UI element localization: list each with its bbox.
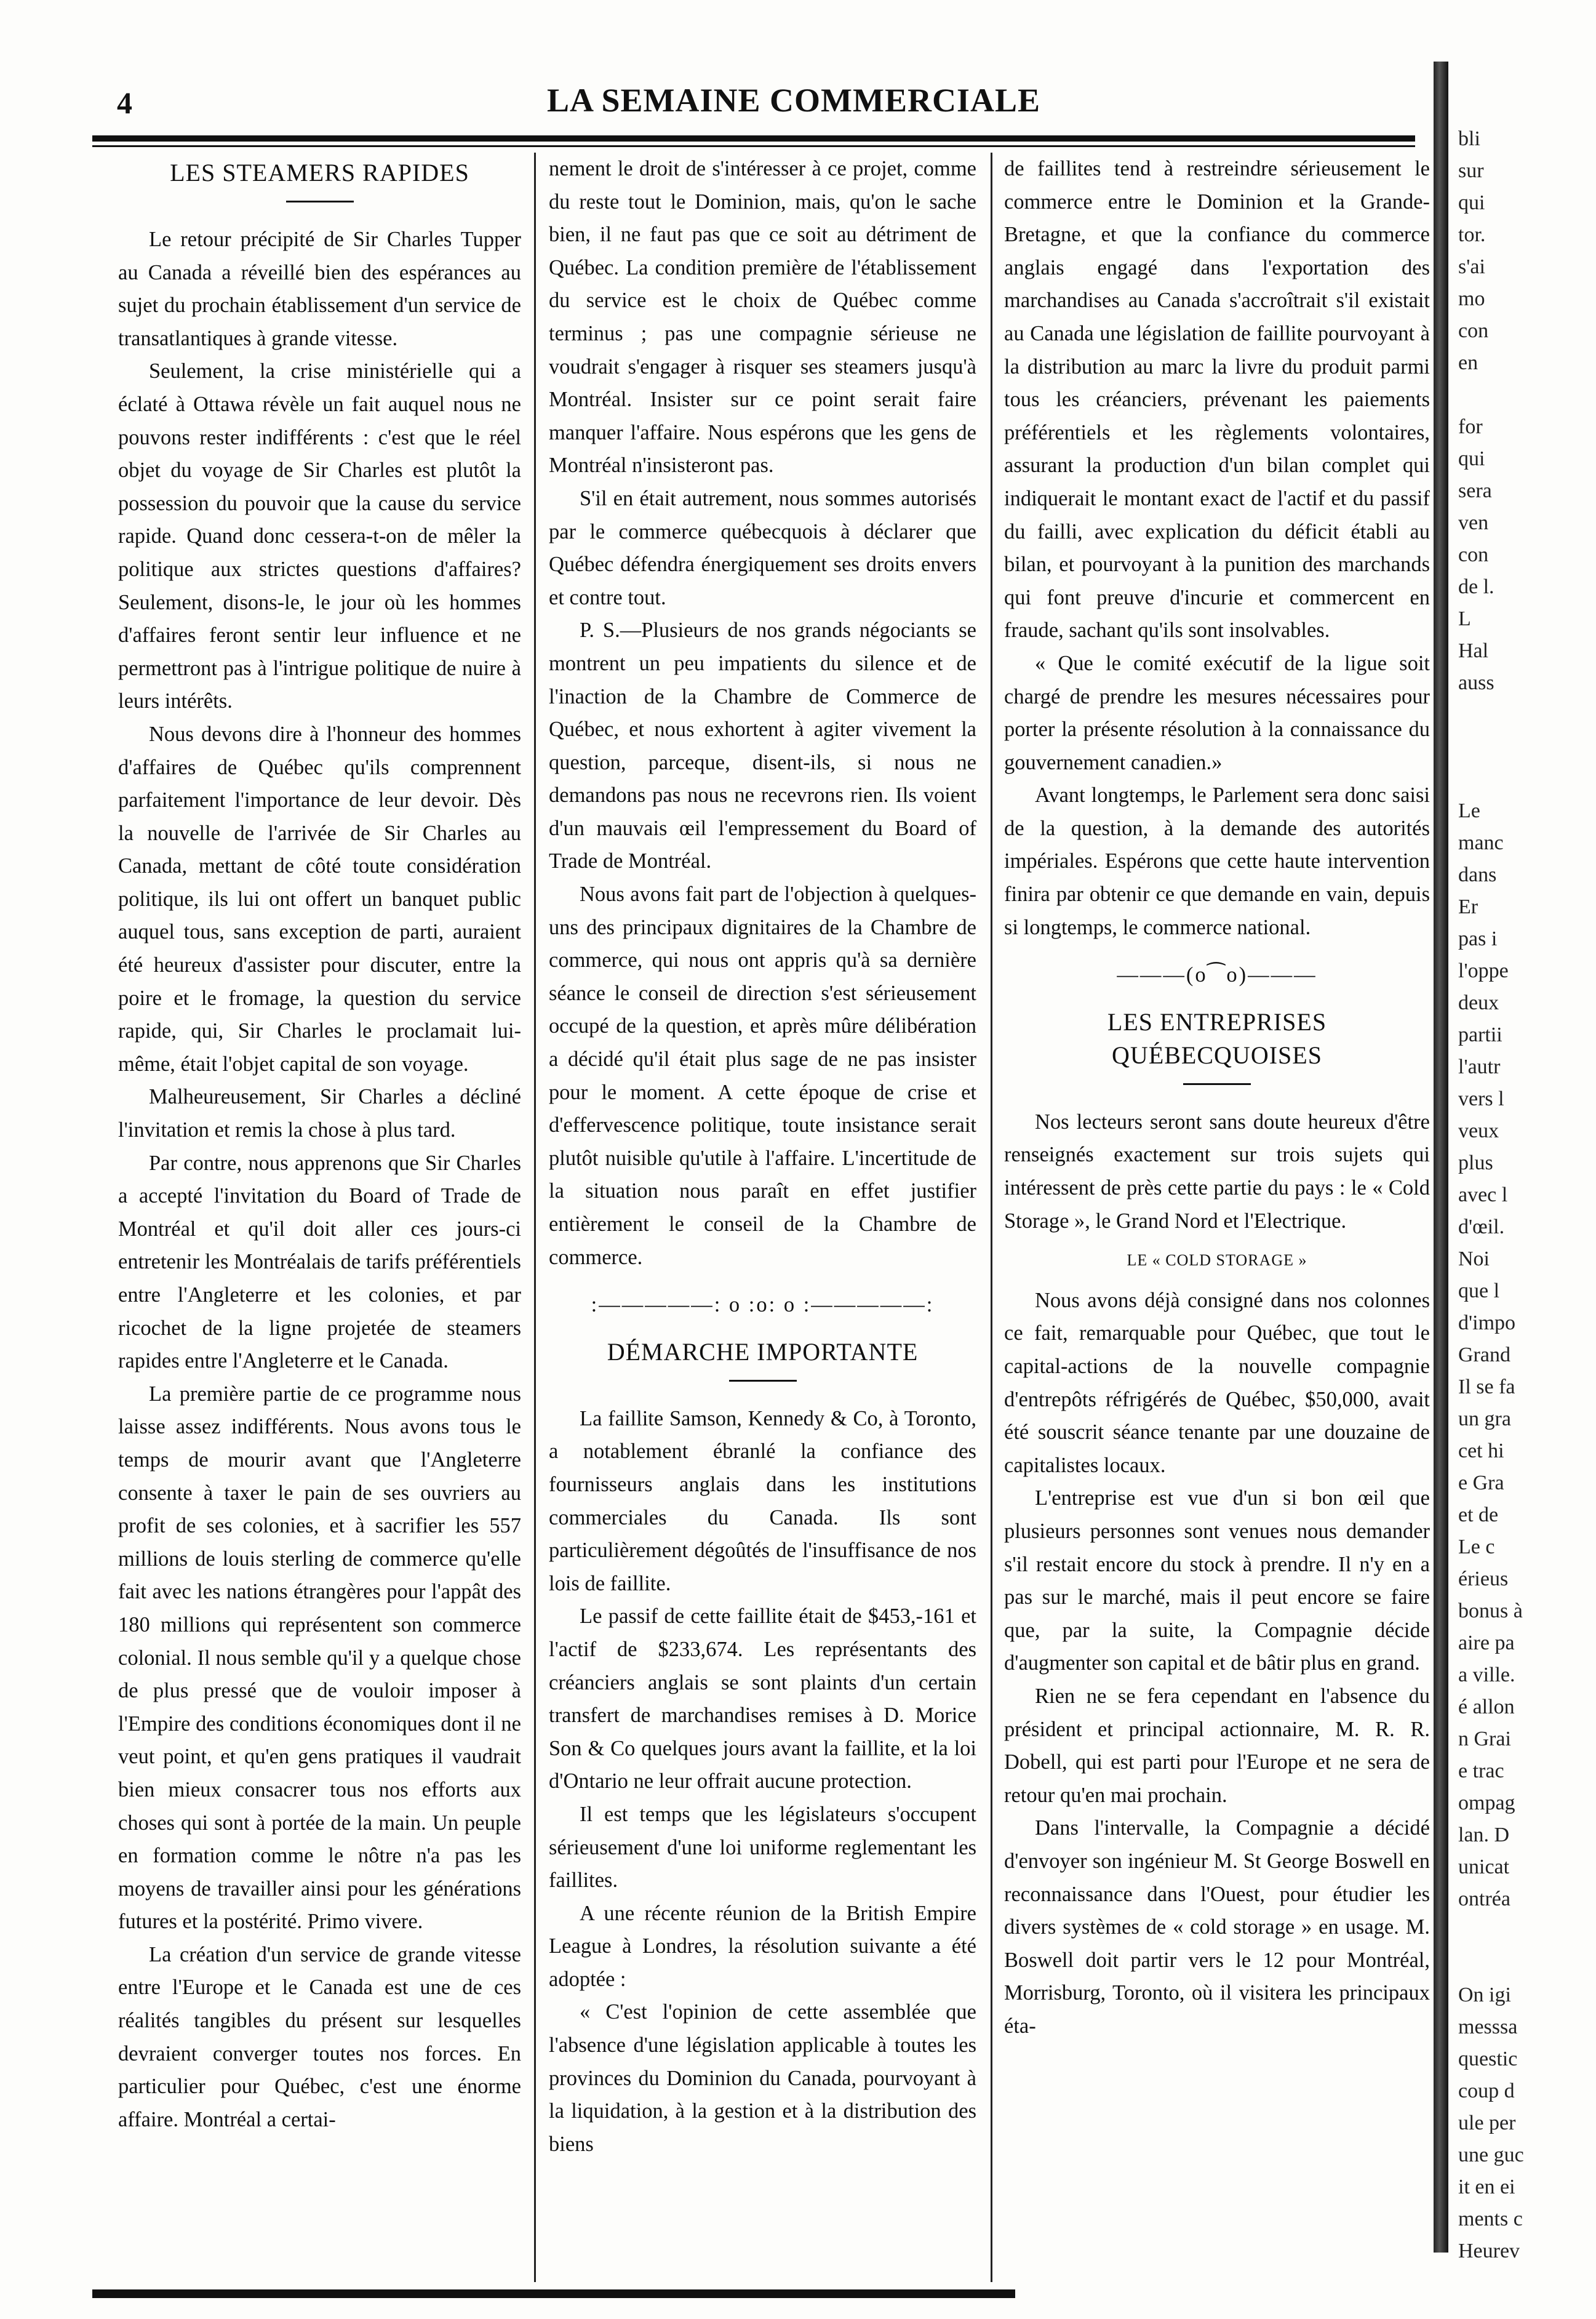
neighbor-fragment-line: sur <box>1458 159 1484 182</box>
neighbor-fragment-line: qui <box>1458 447 1485 470</box>
neighbor-fragment-line: Er <box>1458 895 1478 918</box>
neighbor-fragment-line: Il se fa <box>1458 1376 1515 1398</box>
paragraph: Nous avons fait part de l'objection à quelques-uns des principaux dignitaires de la Chambre de commerce, qui nous ont appris qu'à sa dernière séance le conseil de direction s'est sérieusement occupé de la question, et après mûre délibération a décidé qu'il était plus sage de ne pas insister pour le moment. A cette époque de crise et d'effervescence politique, toute insistance serait plutôt nuisible qu'utile à l'affaire. L'incertitude de la situation nous paraît en effet justifier entièrement le conseil de la Chambre de commerce. <box>549 883 976 1269</box>
paragraph: Nous devons dire à l'honneur des hommes d'affaires de Québec qu'ils comprennent parfaitement l'importance de leur devoir. Dès la nouvelle de l'arrivée de Sir Charles au Canada, mettant de côté toute considération politique, ils lui ont offert un banquet public auquel tous, sans exception de parti, auraient été heureux d'assister pour discuter, entre la poire et le fromage, la question du service rapide, qui, Sir Charles le proclamait lui-même, était l'objet capital de son voyage. <box>118 722 521 1076</box>
column-3 <box>1004 153 1430 2282</box>
neighbor-fragment-line: cet hi <box>1458 1440 1504 1462</box>
neighbor-fragment-line: d'impo <box>1458 1312 1516 1334</box>
neighbor-fragment-line: é allon <box>1458 1696 1515 1718</box>
neighbor-fragment-line: On igi <box>1458 1984 1511 2006</box>
neighbor-fragment-line: ments c <box>1458 2208 1523 2230</box>
paragraph: « Que le comité exécutif de la ligue soit chargé de prendre les mesures nécessaires pour porter la présente résolution à la connaissance du gouvernement canadien.» <box>1004 651 1430 774</box>
neighbor-fragment-line <box>1458 731 1596 763</box>
neighbor-fragment-line: pas i <box>1458 927 1498 950</box>
neighbor-fragment-line: mo <box>1458 287 1485 310</box>
neighbor-fragment-line: vers l <box>1458 1087 1504 1110</box>
neighbor-page-fragment <box>1458 123 1596 2262</box>
neighbor-fragment-line: Noi <box>1458 1248 1490 1270</box>
paragraph: S'il en était autrement, nous sommes autorisés par le commerce québecquois à déclarer que Québec défendra énergiquement ses droits envers et contre tout. <box>549 486 976 609</box>
neighbor-fragment-line: unicat <box>1458 1856 1510 1878</box>
neighbor-fragment-line: l'autr <box>1458 1055 1501 1078</box>
neighbor-fragment-line <box>1458 1915 1596 1947</box>
neighbor-fragment-line: que l <box>1458 1280 1500 1302</box>
neighbor-fragment-line: manc <box>1458 831 1504 854</box>
neighbor-fragment-line <box>1458 699 1596 731</box>
paragraph: L'entreprise est vue d'un si bon œil que plusieurs personnes sont venues nous demander s'il restait encore du stock à prendre. Il n'y en a pas sur le marché, mais il peut encore se faire que, par la suite, la Compagnie décide d'augmenter son capital et de bâtir plus en grand. <box>1004 1486 1430 1675</box>
neighbor-fragment-line <box>1458 1947 1596 1979</box>
column-1 <box>118 153 521 2282</box>
neighbor-fragment-line: et de <box>1458 1504 1499 1526</box>
neighbor-fragment-line: e Gra <box>1458 1472 1504 1494</box>
neighbor-fragment-line: Le c <box>1458 1536 1495 1558</box>
article-title: LES ENTREPRISES QUÉBECQUOISES <box>1107 1007 1327 1069</box>
paragraph: nement le droit de s'intéresser à ce projet, comme du reste tout le Dominion, mais, qu'on le sache bien, il ne faut pas que ce soit au détriment de Québec. La condition première de l'établissement du service est le choix de Québec comme terminus ; pas une compagnie sérieuse ne voudrait s'engager à risquer ses steamers jusqu'à Montréal. Insister sur ce point serait faire manquer l'affaire. Nous espérons que les gens de Montréal n'insisteront pas. <box>549 157 976 478</box>
neighbor-fragment-line: érieus <box>1458 1568 1509 1590</box>
column-rule <box>991 153 992 2282</box>
title-dash <box>729 1380 797 1382</box>
paragraph: Malheureusement, Sir Charles a décliné l'invitation et remis la chose à plus tard. <box>118 1085 521 1142</box>
paragraph: Le passif de cette faillite était de $453,-161 et l'actif de $233,674. Les représentants des créanciers anglais se sont plaints d'un certain transfert de marchandises remises à D. Morice Son & Co quelques jours avant la faillite, et la loi d'Ontario ne leur offrait aucune protection. <box>549 1604 976 1793</box>
neighbor-fragment-line: ontréa <box>1458 1888 1510 1910</box>
neighbor-fragment-line: tor. <box>1458 223 1486 246</box>
neighbor-fragment-line <box>1458 379 1596 411</box>
neighbor-fragment-line: une guc <box>1458 2144 1524 2166</box>
neighbor-fragment-line: lan. D <box>1458 1824 1510 1846</box>
neighbor-fragment-line: avec l <box>1458 1184 1508 1206</box>
paragraph: Seulement, la crise ministérielle qui a éclaté à Ottawa révèle un fait auquel nous ne pouvons rester indifférents : c'est que le réel objet du voyage de Sir Charles est plutôt la possession du pouvoir que la cause du service rapide. Quand donc cessera-t-on de mêler la politique aux strictes questions d'affaires? Seulement, disons-le, le jour où les hommes d'affaires feront sentir leur influence et ne permettront pas à l'intrigue politique de nuire à leurs intérêts. <box>118 359 521 713</box>
neighbor-fragment-line: n Grai <box>1458 1728 1511 1750</box>
neighbor-fragment-line: veux <box>1458 1119 1499 1142</box>
paragraph: Nous avons déjà consigné dans nos colonnes ce fait, remarquable pour Québec, que tout le capital-actions de la nouvelle compagnie d'entrepôts réfrigérés de Québec, $50,000, avait été souscrit séance tenante par une douzaine de capitalistes locaux. <box>1004 1288 1430 1477</box>
neighbor-fragment-line: Hal <box>1458 639 1489 662</box>
neighbor-fragment-line: ompag <box>1458 1792 1515 1814</box>
masthead: LA SEMAINE COMMERCIALE <box>546 82 1041 119</box>
paragraph: A une récente réunion de la British Empire League à Londres, la résolution suivante a été adoptée : <box>549 1901 976 1991</box>
header-rule-thin <box>92 145 1415 147</box>
neighbor-fragment-line: con <box>1458 319 1489 342</box>
neighbor-fragment-line: messsa <box>1458 2016 1518 2038</box>
neighbor-fragment-line: de l. <box>1458 575 1494 598</box>
article-title: LES STEAMERS RAPIDES <box>170 159 469 186</box>
header-rule <box>92 135 1415 142</box>
paragraph: La création d'un service de grande vitesse entre l'Europe et le Canada est une de ces réalités tangibles du présent sur lesquelles devraient converger toutes nos forces. En particulier pour Québec, c'est une énorme affaire. Montréal a certai- <box>118 1942 521 2131</box>
neighbor-fragment-line: s'ai <box>1458 255 1485 278</box>
page-binding-shadow <box>1434 62 1448 2253</box>
neighbor-fragment-line: dans <box>1458 863 1497 886</box>
paragraph: La première partie de ce programme nous laisse assez indifférents. Nous avons tous le temps de mourir avant que l'Angleterre consente à taxer le pain de ses ouvriers au profit de ses colonies, et à sacrifier les 557 millions de louis sterling de commerce qu'elle fait avec les nations étrangères pour l'appât des 180 millions qui représentent son commerce colonial. Il nous semble qu'il y a quelque chose de plus pressé que de vouloir imposer à l'Empire des conditions économiques dont il ne veut point, et qu'en gens pratiques il vaudrait bien mieux consacrer tous nos efforts aux choses qui sont à portée de la main. Un peuple en formation comme le nôtre n'a pas les moyens de travailler ainsi pour les générations futures et la postérité. Primo vivere. <box>118 1382 521 1934</box>
section-subtitle: LE « COLD STORAGE » <box>1127 1251 1307 1270</box>
page-number: 4 <box>117 86 132 120</box>
section-separator: :—————: o :o: o :—————: <box>591 1293 935 1317</box>
neighbor-fragment-line: Le <box>1458 799 1480 822</box>
section-separator: ———(o⁀o)——— <box>1117 963 1317 987</box>
article-body <box>118 223 521 2136</box>
neighbor-fragment-line: coup d <box>1458 2080 1515 2102</box>
footer-rule <box>92 2289 1015 2298</box>
neighbor-fragment-line: it en ei <box>1458 2176 1515 2198</box>
neighbor-fragment-line: Heurev <box>1458 2240 1520 2262</box>
neighbor-fragment-line: en <box>1458 351 1478 374</box>
neighbor-fragment-line <box>1458 763 1596 795</box>
neighbor-fragment-line: qui <box>1458 191 1485 214</box>
neighbor-fragment-line: auss <box>1458 671 1494 694</box>
paragraph: Par contre, nous apprenons que Sir Charles a accepté l'invitation du Board of Trade de Montréal et qu'il doit aller ces jours-ci entretenir les Montréalais de tarifs préférentiels entre l'Angleterre et les colonies, et par ricochet de la ligne projetée de steamers rapides entre l'Angleterre et le Canada. <box>118 1151 521 1373</box>
neighbor-fragment-line: for <box>1458 415 1483 438</box>
paragraph: Dans l'intervalle, la Compagnie a décidé d'envoyer son ingénieur M. St George Boswell en reconnaissance dans l'Ouest, pour étudier les divers systèmes de « cold storage » en usage. M. Boswell doit partir vers le 12 pour Montréal, Morrisburg, Toronto, où il visitera les principaux éta- <box>1004 1816 1430 2038</box>
neighbor-fragment-line: L <box>1458 607 1471 630</box>
paragraph: P. S.—Plusieurs de nos grands négociants se montrent un peu impatients du silence et de l'inaction de la Chambre de Commerce de Québec, et nous exhortent à agiter vivement la question, parceque, disent-ils, si nous ne demandons pas nous ne recevrons rien. Ils voient d'un mauvais œil l'empressement du Board of Trade de Montréal. <box>549 619 976 873</box>
neighbor-fragment-line: aire pa <box>1458 1632 1515 1654</box>
neighbor-fragment-line: l'oppe <box>1458 959 1509 982</box>
neighbor-fragment-line: con <box>1458 543 1489 566</box>
neighbor-fragment-line: partii <box>1458 1023 1502 1046</box>
title-dash <box>286 201 354 202</box>
neighbor-fragment-line: Grand <box>1458 1344 1510 1366</box>
neighbor-fragment-line: deux <box>1458 991 1499 1014</box>
neighbor-fragment-line: e trac <box>1458 1760 1504 1782</box>
neighbor-fragment-line: ule per <box>1458 2112 1516 2134</box>
paragraph: Le retour précipité de Sir Charles Tupper au Canada a réveillé bien des espérances au sujet du prochain établissement d'un service de transatlantiques à grande vitesse. <box>118 228 521 350</box>
neighbor-fragment-line: bli <box>1458 127 1480 150</box>
neighbor-fragment-line: a ville. <box>1458 1664 1515 1686</box>
neighbor-fragment-line: sera <box>1458 479 1492 502</box>
paragraph: Il est temps que les législateurs s'occupent sérieusement d'une loi uniforme reglementant les faillites. <box>549 1802 976 1892</box>
paragraph: de faillites tend à restreindre sérieusement le commerce entre le Dominion et la Grande-Bretagne, et que la confiance du commerce anglais engagé dans l'exportation des marchandises au Canada s'accroîtrait s'il existait au Canada une législation de faillite pourvoyant à la distribution au marc la livre du produit parmi tous les créanciers, prévenant les paiements préférentiels et les règlements volontaires, assurant la production d'un bilan complet qui indiquerait le montant exact de l'actif et du passif du failli, avec explication du déficit établi au bilan, et pourvoyant à la punition des marchands qui font preuve d'incurie et commercent en fraude, sachant qu'ils sont insolvables. <box>1004 157 1430 643</box>
neighbor-fragment-line: ven <box>1458 511 1489 534</box>
column-rule <box>534 153 536 2282</box>
neighbor-fragment-line: d'œil. <box>1458 1216 1505 1238</box>
paragraph: La faillite Samson, Kennedy & Co, à Toronto, a notablement ébranlé la confiance des fournisseurs anglais dans les institutions commerciales du Canada. Ils sont particulièrement dégoûtés de l'insuffisance de nos lois de faillite. <box>549 1406 976 1595</box>
neighbor-fragment-line: un gra <box>1458 1408 1511 1430</box>
article-title: DÉMARCHE IMPORTANTE <box>607 1337 919 1366</box>
paragraph: Rien ne se fera cependant en l'absence du président et principal actionnaire, M. R. R. Dobell, qui est parti pour l'Europe et ne sera de retour qu'en mai prochain. <box>1004 1684 1430 1807</box>
neighbor-fragment-line: questic <box>1458 2048 1518 2070</box>
neighbor-fragment-line: bonus à <box>1458 1600 1523 1622</box>
title-dash <box>1183 1083 1251 1085</box>
paragraph: « C'est l'opinion de cette assemblée que l'absence d'une législation applicable à toutes les provinces du Dominion du Canada, pourvoyant à la liquidation, à la gestion et à la distribution des biens <box>549 2000 976 2156</box>
column-2 <box>549 153 976 2282</box>
neighbor-fragment-line: plus <box>1458 1151 1493 1174</box>
paragraph: Avant longtemps, le Parlement sera donc saisi de la question, à la demande des autorités impériales. Espérons que cette haute intervention finira par obtenir ce que demande en vain, depuis si longtemps, le commerce national. <box>1004 783 1430 939</box>
paragraph: Nos lecteurs seront sans doute heureux d'être renseignés exactement sur trois sujets qui intéressent de près cette partie du pays : le « Cold Storage », le Grand Nord et l'Electrique. <box>1004 1110 1430 1233</box>
